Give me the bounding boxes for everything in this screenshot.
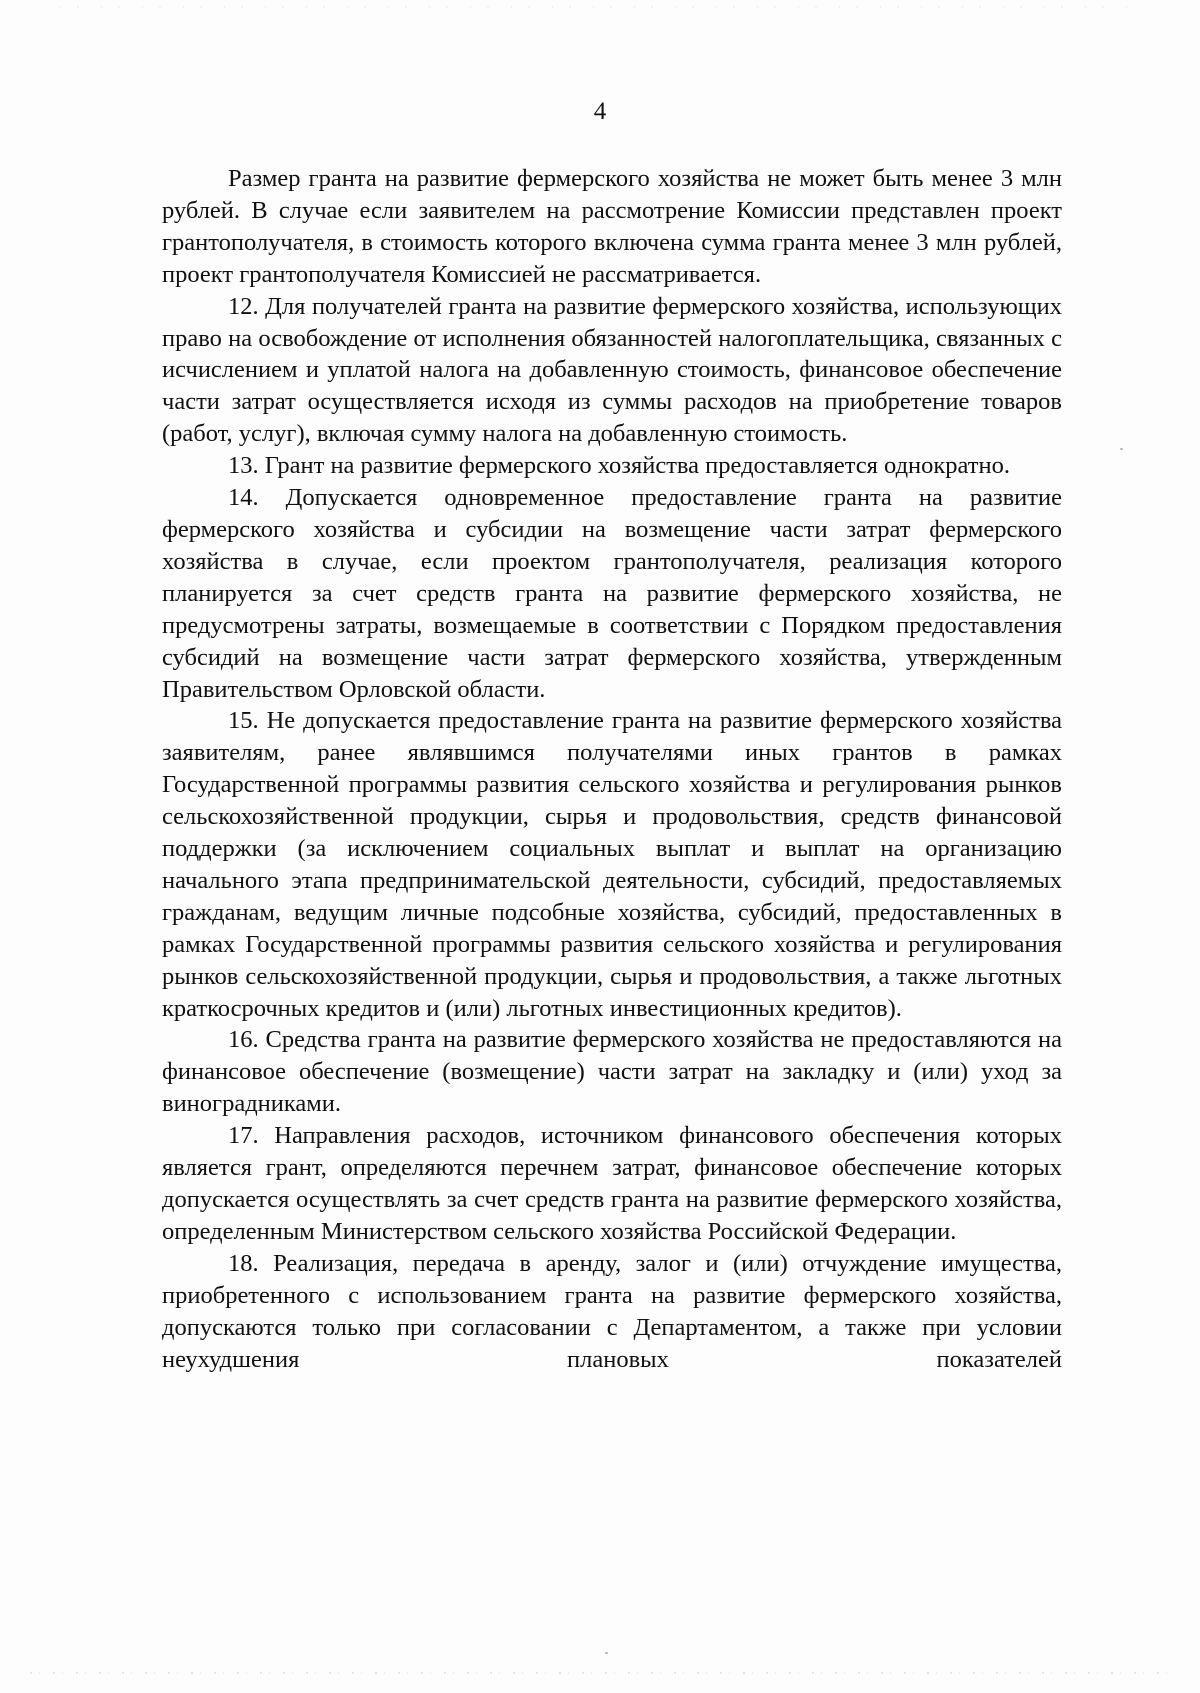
paragraph-13: 13. Грант на развитие фермерского хозяйства предоставляется однократно. — [228, 452, 1010, 480]
scan-noise-top — [60, 6, 1140, 8]
paragraph-16: 16. Средства гранта на развитие фермерского хозяйства не предоставляются на финансовое обеспечение (возмещение) части затрат на закладку и (или) уход за виноградниками. — [162, 1026, 1062, 1118]
scan-speck — [605, 1652, 608, 1654]
paragraph-12: 12. Для получателей гранта на развитие фермерского хозяйства, использующих право на освобождение от исполнения обязанностей налогоплательщика, связанных с исчислением и уплатой налога на добавленную стоимость, финансовое обеспечение части затрат осуществляется исходя из суммы расходов на приобретение товаров (работ, услуг), включая сумму налога на добавленную стоимость. — [162, 292, 1062, 448]
paragraph-17: 17. Направления расходов, источником финансового обеспечения которых является грант, определяются перечнем затрат, финансовое обеспечение которых допускается осуществлять за счет средств гранта на развитие фермерского хозяйства, определенным Министерством сельского хозяйства Российской Федерации. — [162, 1122, 1062, 1245]
scan-noise-bottom — [30, 1672, 1170, 1674]
paragraph-grant-size: Размер гранта на развитие фермерского хозяйства не может быть менее 3 млн рублей. В случае если заявителем на рассмотрение Комиссии представлен проект грантополучателя, в стоимость которого включена сумма гранта менее 3 млн рублей, проект грантополучателя Комиссией не рассматривается. — [162, 165, 1062, 288]
document-body — [162, 163, 1062, 1375]
paragraph-18: 18. Реализация, передача в аренду, залог и (или) отчуждение имущества, приобретенного с использованием гранта на развитие фермерского хозяйства, допускаются только при согласовании с Департаментом, а также при условии неухудшения плановых показателей — [162, 1249, 1062, 1373]
page-number: 4 — [593, 98, 607, 125]
paragraph-15: 15. Не допускается предоставление гранта на развитие фермерского хозяйства заявителям, ранее являвшимся получателями иных грантов в рамках Государственной программы развития сельского хозяйства и регулирования рынков сельскохозяйственной продукции, сырья и продовольствия, средств финансовой поддержки (за исключением социальных выплат и выплат на организацию начального этапа предпринимательской деятельности, субсидий, предоставляемых гражданам, ведущим личные подсобные хозяйства, субсидий, предоставленных в рамках Государственной программы развития сельского хозяйства и регулирования рынков сельскохозяйственной продукции, сырья и продовольствия, а также льготных краткосрочных кредитов и (или) льготных инвестиционных кредитов). — [162, 707, 1062, 1022]
paragraph-14: 14. Допускается одновременное предоставление гранта на развитие фермерского хозяйства и субсидии на возмещение части затрат фермерского хозяйства в случае, если проектом грантополучателя, реализация которого планируется за счет средств гранта на развитие фермерского хозяйства, не предусмотрены затраты, возмещаемые в соответствии с Порядком предоставления субсидий на возмещение части затрат фермерского хозяйства, утвержденным Правительством Орловской области. — [162, 484, 1062, 703]
scan-speck — [1120, 448, 1123, 450]
